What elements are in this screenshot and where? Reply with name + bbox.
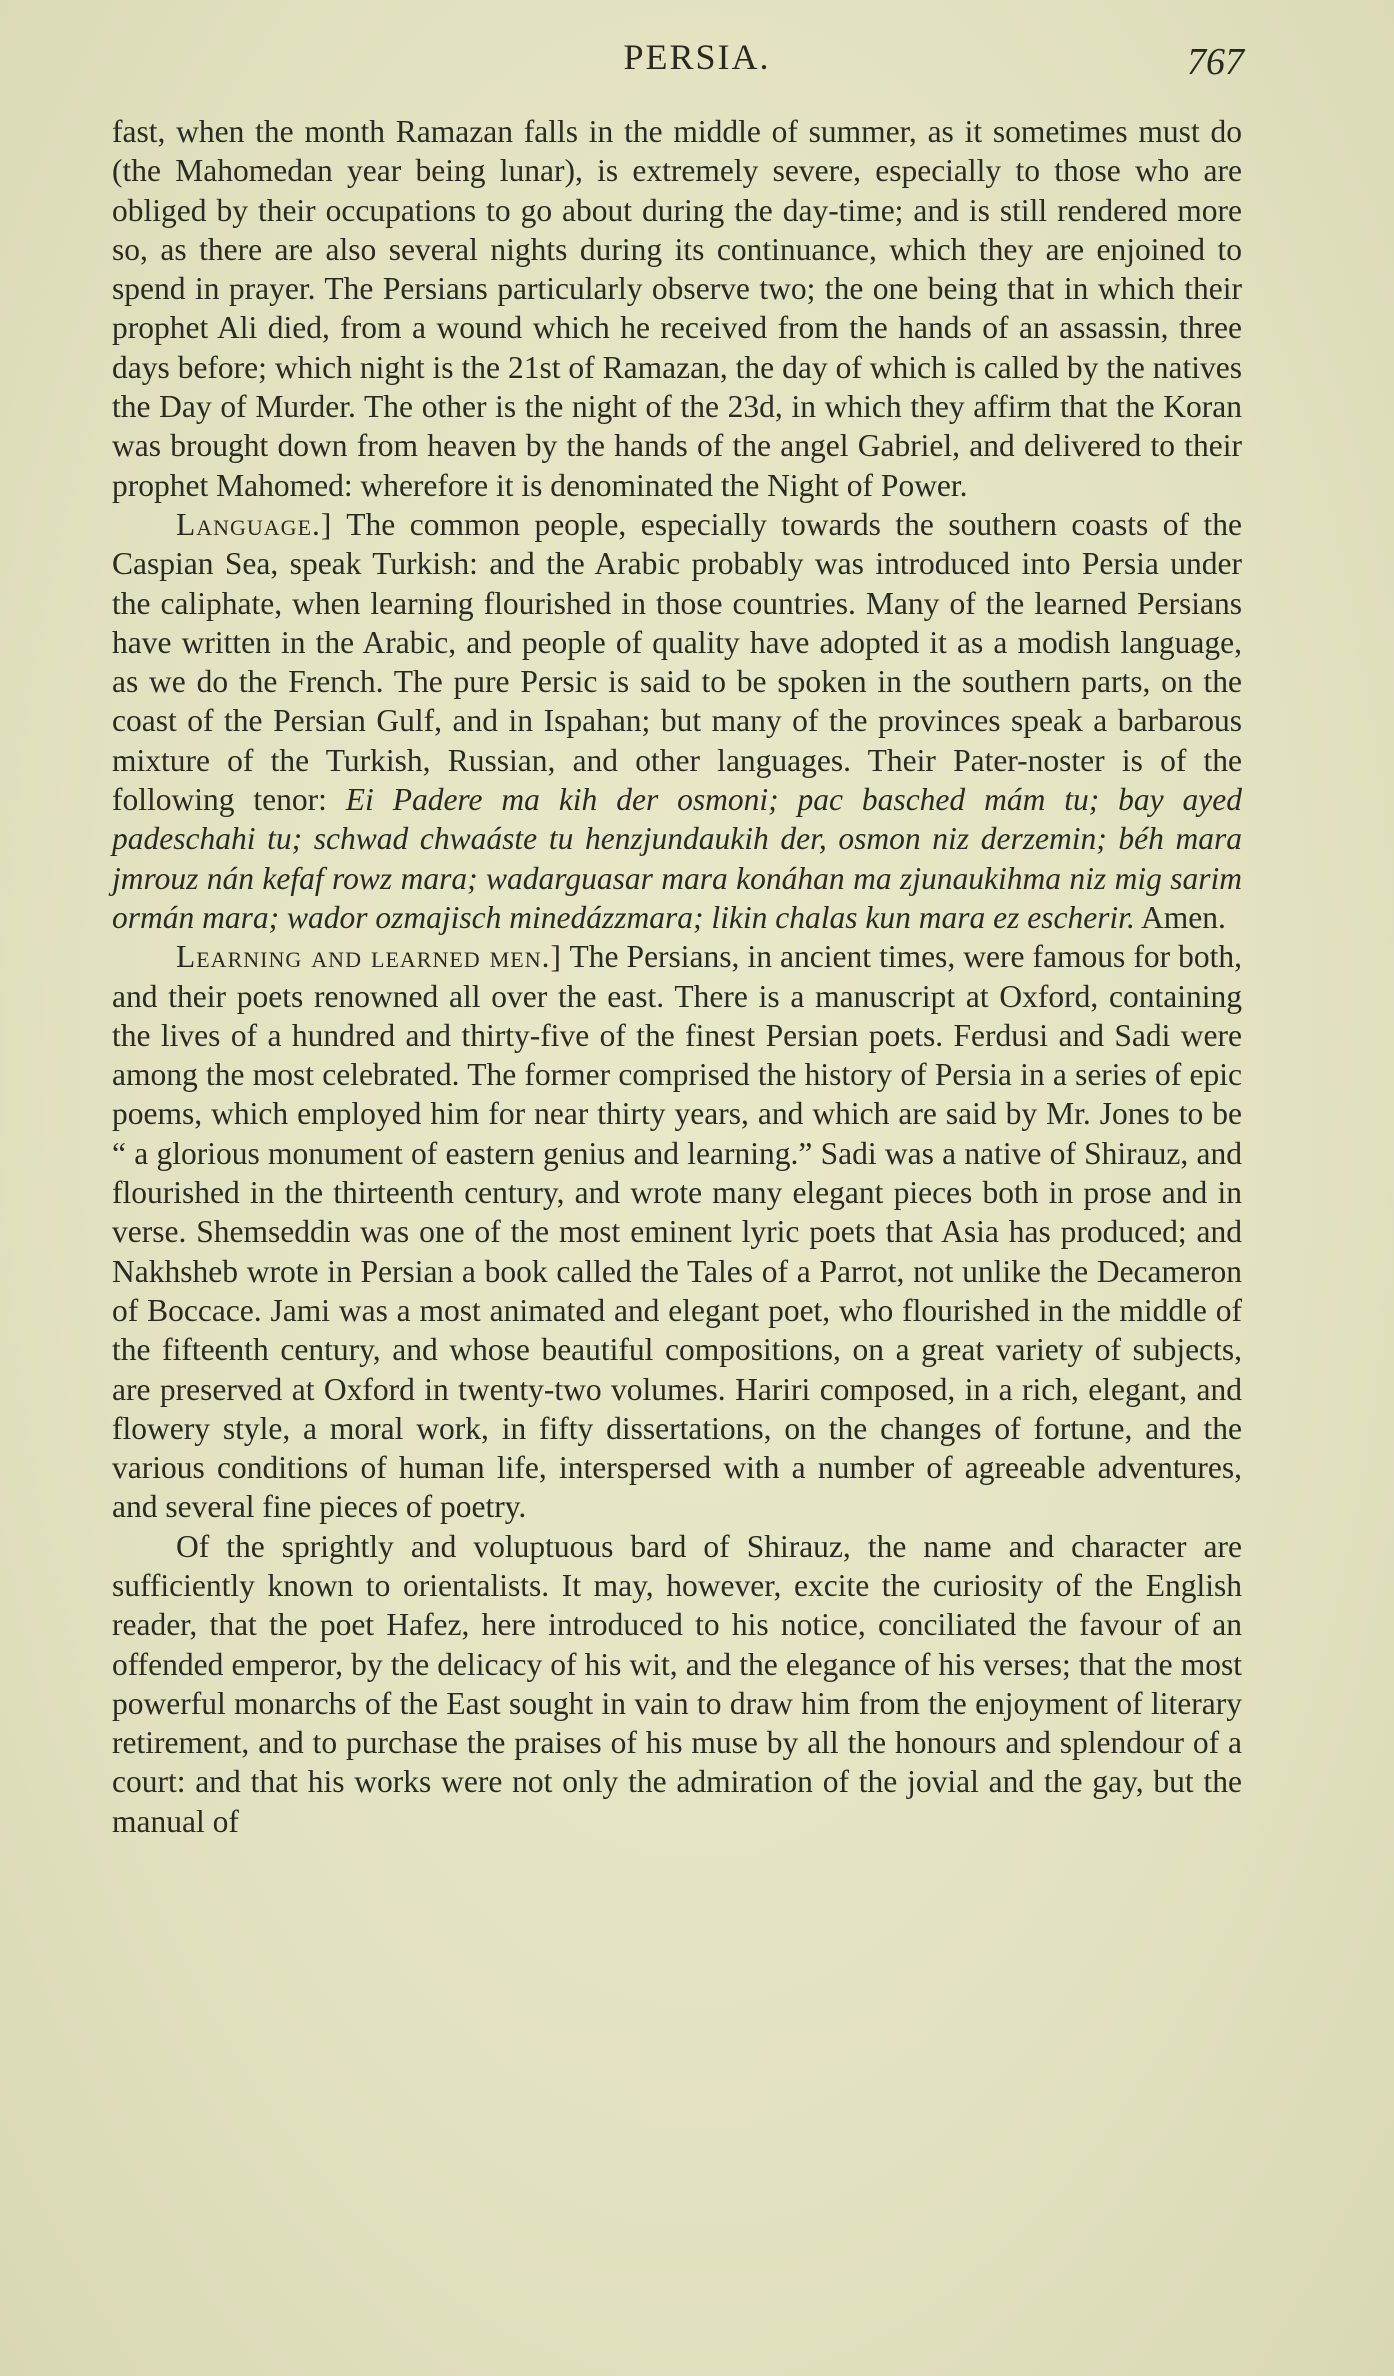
running-head: PERSIA.	[623, 37, 771, 77]
paragraph-language	[112, 505, 1242, 937]
persian-paternoster: Ei Padere ma kih der osmoni; pac basched mám tu; bay ayed padeschahi tu; schwad chwaáste tu henzjundaukih der, osmon niz derzemin; béh mara jmrouz nán kefaf rowz mara; wadarguasar mara konáhan ma zjunaukihma niz mig sarim ormán mara; wador ozmajisch minedázzmara; likin chalas kun mara ez escherir.	[112, 782, 1242, 935]
paragraph-hafez: Of the sprightly and voluptuous bard of Shirauz, the name and character are sufficiently known to orientalists. It may, however, excite the curiosity of the English reader, that the poet Hafez, here introduced to his notice, conciliated the favour of an offended emperor, by the delicacy of his wit, and the elegance of his verses; that the most powerful monarchs of the East sought in vain to draw him from the enjoyment of literary retirement, and to purchase the praises of his muse by all the honours and splendour of a court: and that his works were not only the admiration of the jovial and the gay, but the manual of	[112, 1528, 1242, 1839]
body-text	[112, 112, 1242, 1841]
page-number: 767	[1187, 41, 1244, 83]
amen-text: Amen.	[1134, 899, 1226, 935]
section-heading-language: Language.]	[176, 506, 333, 542]
paragraph-learning	[112, 937, 1242, 1526]
language-text: The common people, especially towards the southern coasts of the Caspian Sea, speak Turkish: and the Arabic probably was introduced into Persia under the caliphate, when learning flourished in those countries. Many of the learned Persians have written in the Arabic, and people of quality have adopted it as a modish language, as we do the French. The pure Persic is said to be spoken in the southern parts, on the coast of the Persian Gulf, and in Ispahan; but many of the provinces speak a barbarous mixture of the Turkish, Russian, and other languages. Their Pater-noster is of the following tenor:	[112, 506, 1242, 818]
learning-text: The Persians, in ancient times, were famous for both, and their poets renowned all over the east. There is a manuscript at Oxford, containing the lives of a hundred and thirty-five of the finest Persian poets. Ferdusi and Sadi were among the most celebrated. The former comprised the history of Persia in a series of epic poems, which employed him for near thirty years, and which are said by Mr. Jones to be “ a glorious monument of eastern genius and learning.” Sadi was a native of Shirauz, and flourished in the thirteenth century, and wrote many elegant pieces both in prose and in verse. Shemseddin was one of the most eminent lyric poets that Asia has produced; and Nakhsheb wrote in Persian a book called the Tales of a Parrot, not unlike the Decameron of Boccace. Jami was a most animated and elegant poet, who flourished in the middle of the fifteenth century, and whose beautiful compositions, on a great variety of subjects, are preserved at Oxford in twenty-two volumes. Hariri composed, in a rich, elegant, and flowery style, a moral work, in fifty dissertations, on the changes of fortune, and the various conditions of human life, interspersed with a number of agreeable adventures, and several fine pieces of poetry.	[112, 939, 1242, 1525]
section-heading-learning: Learning and learned men.]	[176, 939, 563, 975]
paragraph-ramazan: fast, when the month Ramazan falls in the middle of summer, as it sometimes must do (the Mahomedan year being lunar), is extremely severe, especially to those who are obliged by their occupations to go about during the day-time; and is still rendered more so, as there are also several nights during its continuance, which they are enjoined to spend in prayer. The Persians particularly observe two; the one being that in which their prophet Ali died, from a wound which he received from the hands of an assassin, three days before; which night is the 21st of Ramazan, the day of which is called by the natives the Day of Murder. The other is the night of the 23d, in which they affirm that the Koran was brought down from heaven by the hands of the angel Gabriel, and delivered to their prophet Mahomed: wherefore it is denominated the Night of Power.	[112, 114, 1242, 503]
page-header	[0, 30, 1394, 90]
